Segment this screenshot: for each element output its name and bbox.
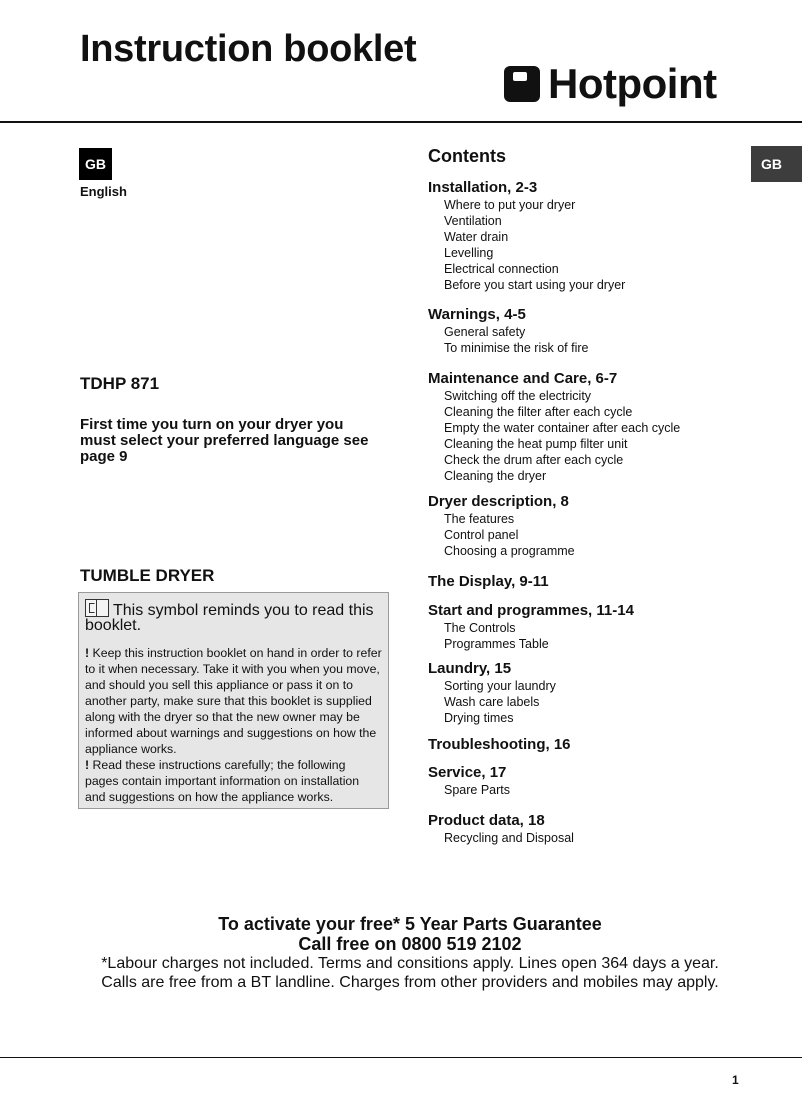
toc-item: Cleaning the dryer xyxy=(444,469,547,483)
toc-section xyxy=(428,573,768,591)
toc-item: Wash care labels xyxy=(444,695,540,709)
page-number: 1 xyxy=(732,1073,739,1087)
guarantee-block xyxy=(0,914,802,992)
notice-paragraph xyxy=(85,757,382,805)
warning-mark: ! xyxy=(85,758,90,772)
toc-item: Empty the water container after each cycle xyxy=(444,421,681,435)
toc-heading: The Display, 9-11 xyxy=(428,573,549,590)
notice-paragraph xyxy=(85,645,382,757)
toc-heading: Laundry, 15 xyxy=(428,660,512,677)
toc-section xyxy=(428,660,768,726)
toc-section xyxy=(428,370,768,484)
toc-item: Where to put your dryer xyxy=(444,198,576,212)
toc-item: Spare Parts xyxy=(444,783,511,797)
toc-heading: Warnings, 4-5 xyxy=(428,306,526,323)
toc-section xyxy=(428,736,768,754)
brand-logo xyxy=(504,62,717,106)
toc-heading: Maintenance and Care, 6-7 xyxy=(428,370,618,387)
toc-item: Drying times xyxy=(444,711,514,725)
first-time-note: First time you turn on your dryer you must select your preferred language see page 9 xyxy=(80,416,369,465)
toc-item: To minimise the risk of fire xyxy=(444,341,589,355)
guarantee-phone: Call free on 0800 519 2102 xyxy=(298,934,522,954)
toc-heading: Service, 17 xyxy=(428,764,507,781)
language-side-tab: GB xyxy=(751,146,802,182)
toc-item: Cleaning the filter after each cycle xyxy=(444,405,633,419)
toc-item: Cleaning the heat pump filter unit xyxy=(444,437,628,451)
toc-item: Before you start using your dryer xyxy=(444,278,626,292)
toc-item: The Controls xyxy=(444,621,516,635)
toc-heading: Installation, 2-3 xyxy=(428,179,538,196)
book-icon xyxy=(85,599,109,617)
model-number: TDHP 871 xyxy=(80,374,160,393)
language-label: English xyxy=(80,184,127,199)
toc-item: Programmes Table xyxy=(444,637,549,651)
footer-divider xyxy=(0,1057,802,1058)
toc-item: General safety xyxy=(444,325,526,339)
toc-item: The features xyxy=(444,512,515,526)
guarantee-call-info: Calls are free from a BT landline. Charges from other providers and mobiles may apply. xyxy=(101,974,719,991)
notice-heading-text: This symbol reminds you to read this booklet. xyxy=(85,602,374,634)
toc-heading: Product data, 18 xyxy=(428,812,545,829)
warning-mark: ! xyxy=(85,646,90,660)
toc-section xyxy=(428,602,768,652)
toc-item: Ventilation xyxy=(444,214,502,228)
header-divider xyxy=(0,121,802,123)
toc-item: Water drain xyxy=(444,230,509,244)
toc-heading: Troubleshooting, 16 xyxy=(428,736,571,753)
contents-title: Contents xyxy=(428,146,506,166)
notice-paragraph-text: Keep this instruction booklet on hand in order to refer to it when necessary. Take it with you when you move, and should you sell this appliance or pass it on to another party, make sure that this booklet is supplied along with the dryer so that the new owner may be informed about warnings and suggestions on how the appliance works. xyxy=(85,646,382,756)
toc-item: Check the drum after each cycle xyxy=(444,453,624,467)
toc-item: Switching off the electricity xyxy=(444,389,592,403)
toc-item: Recycling and Disposal xyxy=(444,831,574,845)
toc-section xyxy=(428,493,768,559)
toc-section xyxy=(428,306,768,356)
notice-box xyxy=(78,592,389,809)
toc-item: Choosing a programme xyxy=(444,544,575,558)
brand-name: Hotpoint xyxy=(548,60,717,107)
product-type: TUMBLE DRYER xyxy=(80,566,215,585)
guarantee-headline: To activate your free* 5 Year Parts Guarantee xyxy=(218,914,602,934)
toc-item: Control panel xyxy=(444,528,519,542)
toc-item: Electrical connection xyxy=(444,262,559,276)
page-title: Instruction booklet xyxy=(80,28,417,70)
language-badge: GB xyxy=(79,148,112,180)
notice-paragraph-text: Read these instructions carefully; the following pages contain important information on installation and suggestions on how the appliance works. xyxy=(85,758,360,804)
toc-item: Sorting your laundry xyxy=(444,679,556,693)
toc-heading: Dryer description, 8 xyxy=(428,493,569,510)
notice-heading xyxy=(85,599,382,633)
guarantee-terms: *Labour charges not included. Terms and consitions apply. Lines open 364 days a year. xyxy=(101,955,719,972)
toc-item: Levelling xyxy=(444,246,494,260)
toc-section xyxy=(428,812,768,846)
toc-heading: Start and programmes, 11-14 xyxy=(428,602,634,619)
hotpoint-logo-icon xyxy=(504,66,540,102)
toc-section xyxy=(428,764,768,798)
toc-section xyxy=(428,179,768,293)
